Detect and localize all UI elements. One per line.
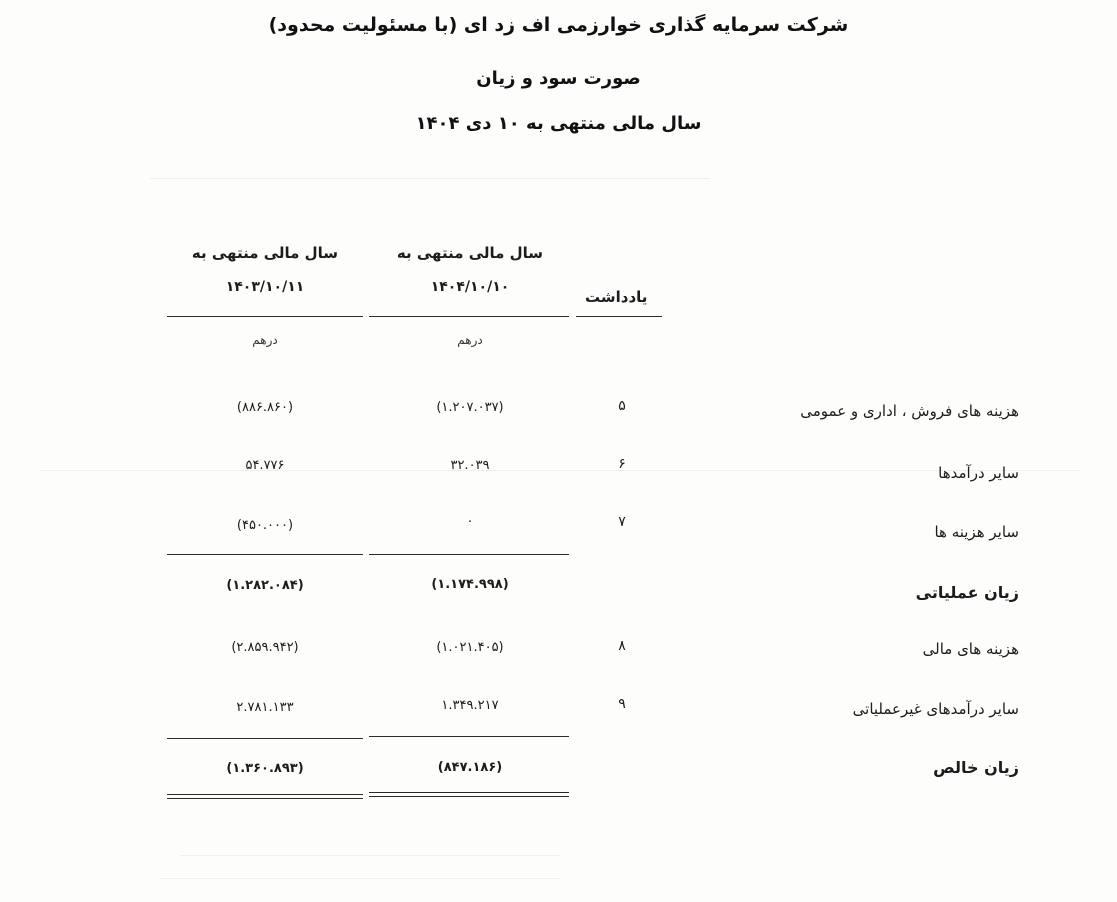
row-current-value: (۱.۲۰۷.۰۳۷) — [436, 400, 504, 415]
row-note: ۵ — [618, 398, 626, 414]
row-current-value: ۱.۳۴۹.۲۱۷ — [441, 698, 499, 713]
note-column-title: یادداشت — [585, 288, 648, 306]
statement-period: سال مالی منتهی به ۱۰ دی ۱۴۰۴ — [415, 113, 702, 134]
current-year-column-title: سال مالی منتهی به — [396, 244, 544, 262]
net-loss-double-rule-prior — [167, 794, 363, 799]
statement-title: صورت سود و زیان — [476, 68, 641, 89]
total-rule-current — [369, 736, 569, 737]
row-note: ۷ — [618, 514, 626, 530]
row-prior-value: ۲.۷۸۱.۱۳۳ — [236, 700, 294, 715]
prior-unit: درهم — [252, 333, 278, 347]
row-note: ۶ — [618, 456, 626, 472]
current-header-rule — [369, 316, 569, 317]
total-rule-prior — [167, 738, 363, 739]
subtotal-rule-prior — [167, 554, 363, 555]
prior-header-rule — [167, 316, 363, 317]
row-prior-value: (۲.۸۵۹.۹۴۲) — [231, 640, 299, 655]
row-label-other-non-operating-income: سایر درآمدهای غیرعملیاتی — [852, 700, 1019, 718]
row-prior-value: (۸۸۶.۸۶۰) — [236, 400, 294, 415]
row-label-finance-costs: هزینه های مالی — [922, 640, 1019, 658]
row-label-other-income: سایر درآمدها — [938, 464, 1019, 482]
row-label-selling-admin-expenses: هزینه های فروش ، اداری و عمومی — [800, 402, 1019, 420]
row-note: ۹ — [618, 696, 626, 712]
row-label-operating-loss: زیان عملیاتی — [915, 583, 1019, 602]
row-label-net-loss: زیان خالص — [933, 758, 1019, 777]
row-prior-value: ۵۴.۷۷۶ — [245, 458, 285, 473]
company-name: شرکت سرمایه گذاری خوارزمی اف زد ای (با مسئولیت محدود) — [268, 14, 849, 36]
prior-year-column-title: سال مالی منتهی به — [191, 244, 339, 262]
prior-year-column-date: ۱۴۰۳/۱۰/۱۱ — [225, 279, 305, 295]
row-current-value: (۸۴۷.۱۸۶) — [437, 760, 503, 775]
row-current-value: ۰ — [466, 514, 474, 529]
scan-artifact — [160, 878, 560, 879]
row-current-value: ۳۲.۰۳۹ — [450, 458, 490, 473]
row-prior-value: (۱.۳۶۰.۸۹۳) — [226, 761, 304, 776]
net-loss-double-rule-current — [369, 792, 569, 797]
note-header-rule — [576, 316, 662, 317]
scan-artifact — [180, 855, 560, 856]
subtotal-rule-current — [369, 554, 569, 555]
current-unit: درهم — [457, 333, 483, 347]
row-current-value: (۱.۱۷۴.۹۹۸) — [431, 577, 509, 592]
current-year-column-date: ۱۴۰۴/۱۰/۱۰ — [430, 279, 510, 295]
row-note: ۸ — [618, 638, 626, 654]
row-current-value: (۱.۰۲۱.۴۰۵) — [436, 640, 504, 655]
scan-artifact — [150, 178, 710, 179]
row-prior-value: (۱.۲۸۲.۰۸۴) — [226, 578, 304, 593]
row-prior-value: (۴۵۰.۰۰۰) — [236, 518, 294, 533]
row-label-other-expenses: سایر هزینه ها — [934, 523, 1019, 541]
